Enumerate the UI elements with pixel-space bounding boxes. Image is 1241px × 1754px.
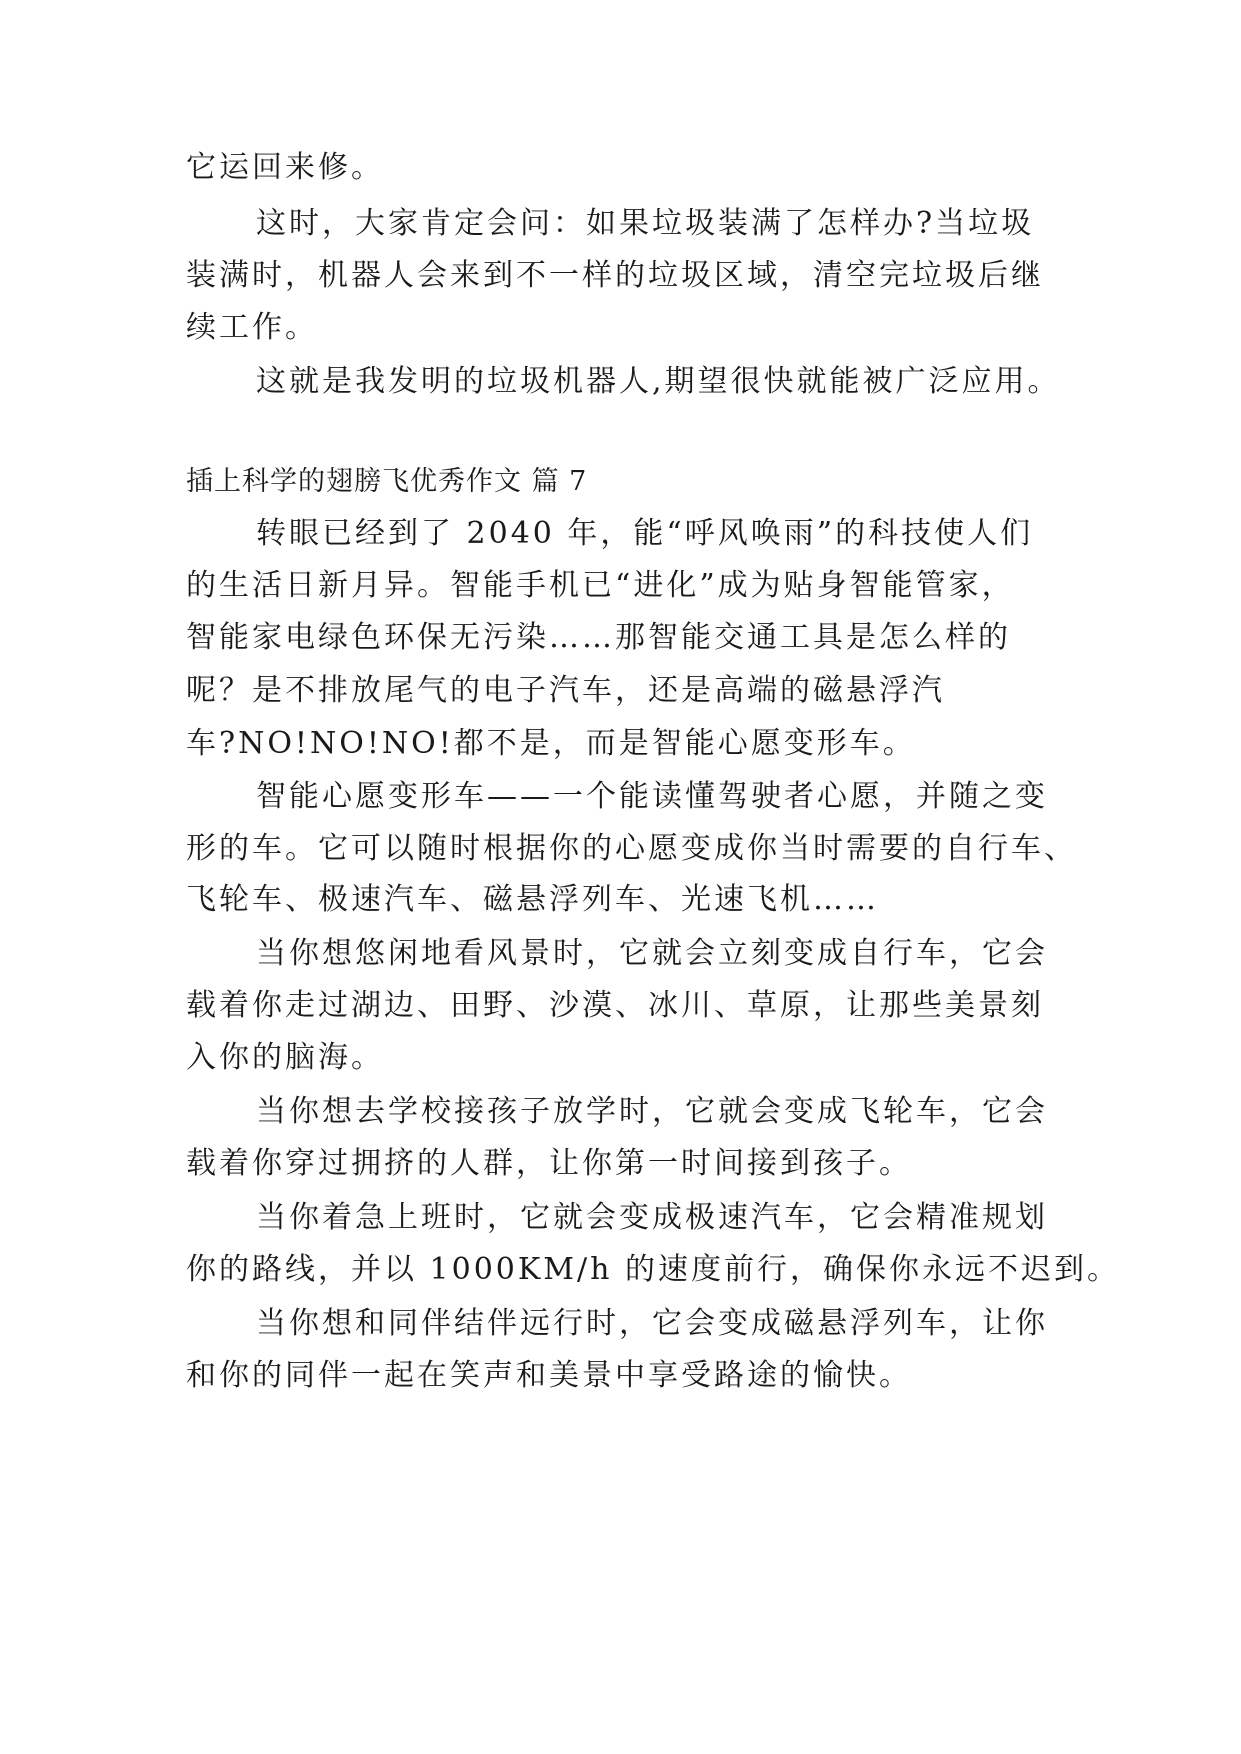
text-line: 当你想悠闲地看风景时，它就会立刻变成自行车，它会 [256, 936, 1048, 971]
text-line: 这就是我发明的垃圾机器人,期望很快就能被广泛应用。 [256, 364, 1061, 399]
section-heading: 插上科学的翅膀飞优秀作文 篇 7 [186, 466, 588, 497]
text-line: 你的路线，并以 1000KM/h 的速度前行，确保你永远不迟到。 [186, 1252, 1120, 1287]
text-line: 入你的脑海。 [186, 1040, 384, 1075]
text-line: 载着你穿过拥挤的人群，让你第一时间接到孩子。 [186, 1146, 912, 1181]
text-line: 当你想和同伴结伴远行时，它会变成磁悬浮列车，让你 [256, 1306, 1048, 1341]
text-line: 飞轮车、极速汽车、磁悬浮列车、光速飞机…… [186, 882, 879, 917]
text-line: 这时，大家肯定会问：如果垃圾装满了怎样办?当垃圾 [256, 206, 1035, 241]
text-line: 装满时，机器人会来到不一样的垃圾区域，清空完垃圾后继 [186, 258, 1044, 293]
text-line: 智能心愿变形车——一个能读懂驾驶者心愿，并随之变 [256, 779, 1048, 814]
text-line: 和你的同伴一起在笑声和美景中享受路途的愉快。 [186, 1358, 912, 1393]
text-line: 智能家电绿色环保无污染……那智能交通工具是怎么样的 [186, 620, 1011, 655]
text-line: 它运回来修。 [186, 150, 384, 185]
text-line: 转眼已经到了 2040 年，能“呼风唤雨”的科技使人们 [256, 516, 1034, 551]
text-line: 当你想去学校接孩子放学时，它就会变成飞轮车，它会 [256, 1094, 1048, 1129]
text-line: 续工作。 [186, 310, 318, 345]
text-line: 当你着急上班时，它就会变成极速汽车，它会精准规划 [256, 1200, 1048, 1235]
text-line: 呢？是不排放尾气的电子汽车，还是高端的磁悬浮汽 [186, 673, 945, 708]
text-line: 载着你走过湖边、田野、沙漠、冰川、草原，让那些美景刻 [186, 988, 1044, 1023]
text-line: 的生活日新月异。智能手机已“进化”成为贴身智能管家， [186, 568, 1015, 603]
text-line: 形的车。它可以随时根据你的心愿变成你当时需要的自行车、 [186, 831, 1077, 866]
text-line: 车?NO!NO!NO!都不是，而是智能心愿变形车。 [186, 726, 916, 761]
